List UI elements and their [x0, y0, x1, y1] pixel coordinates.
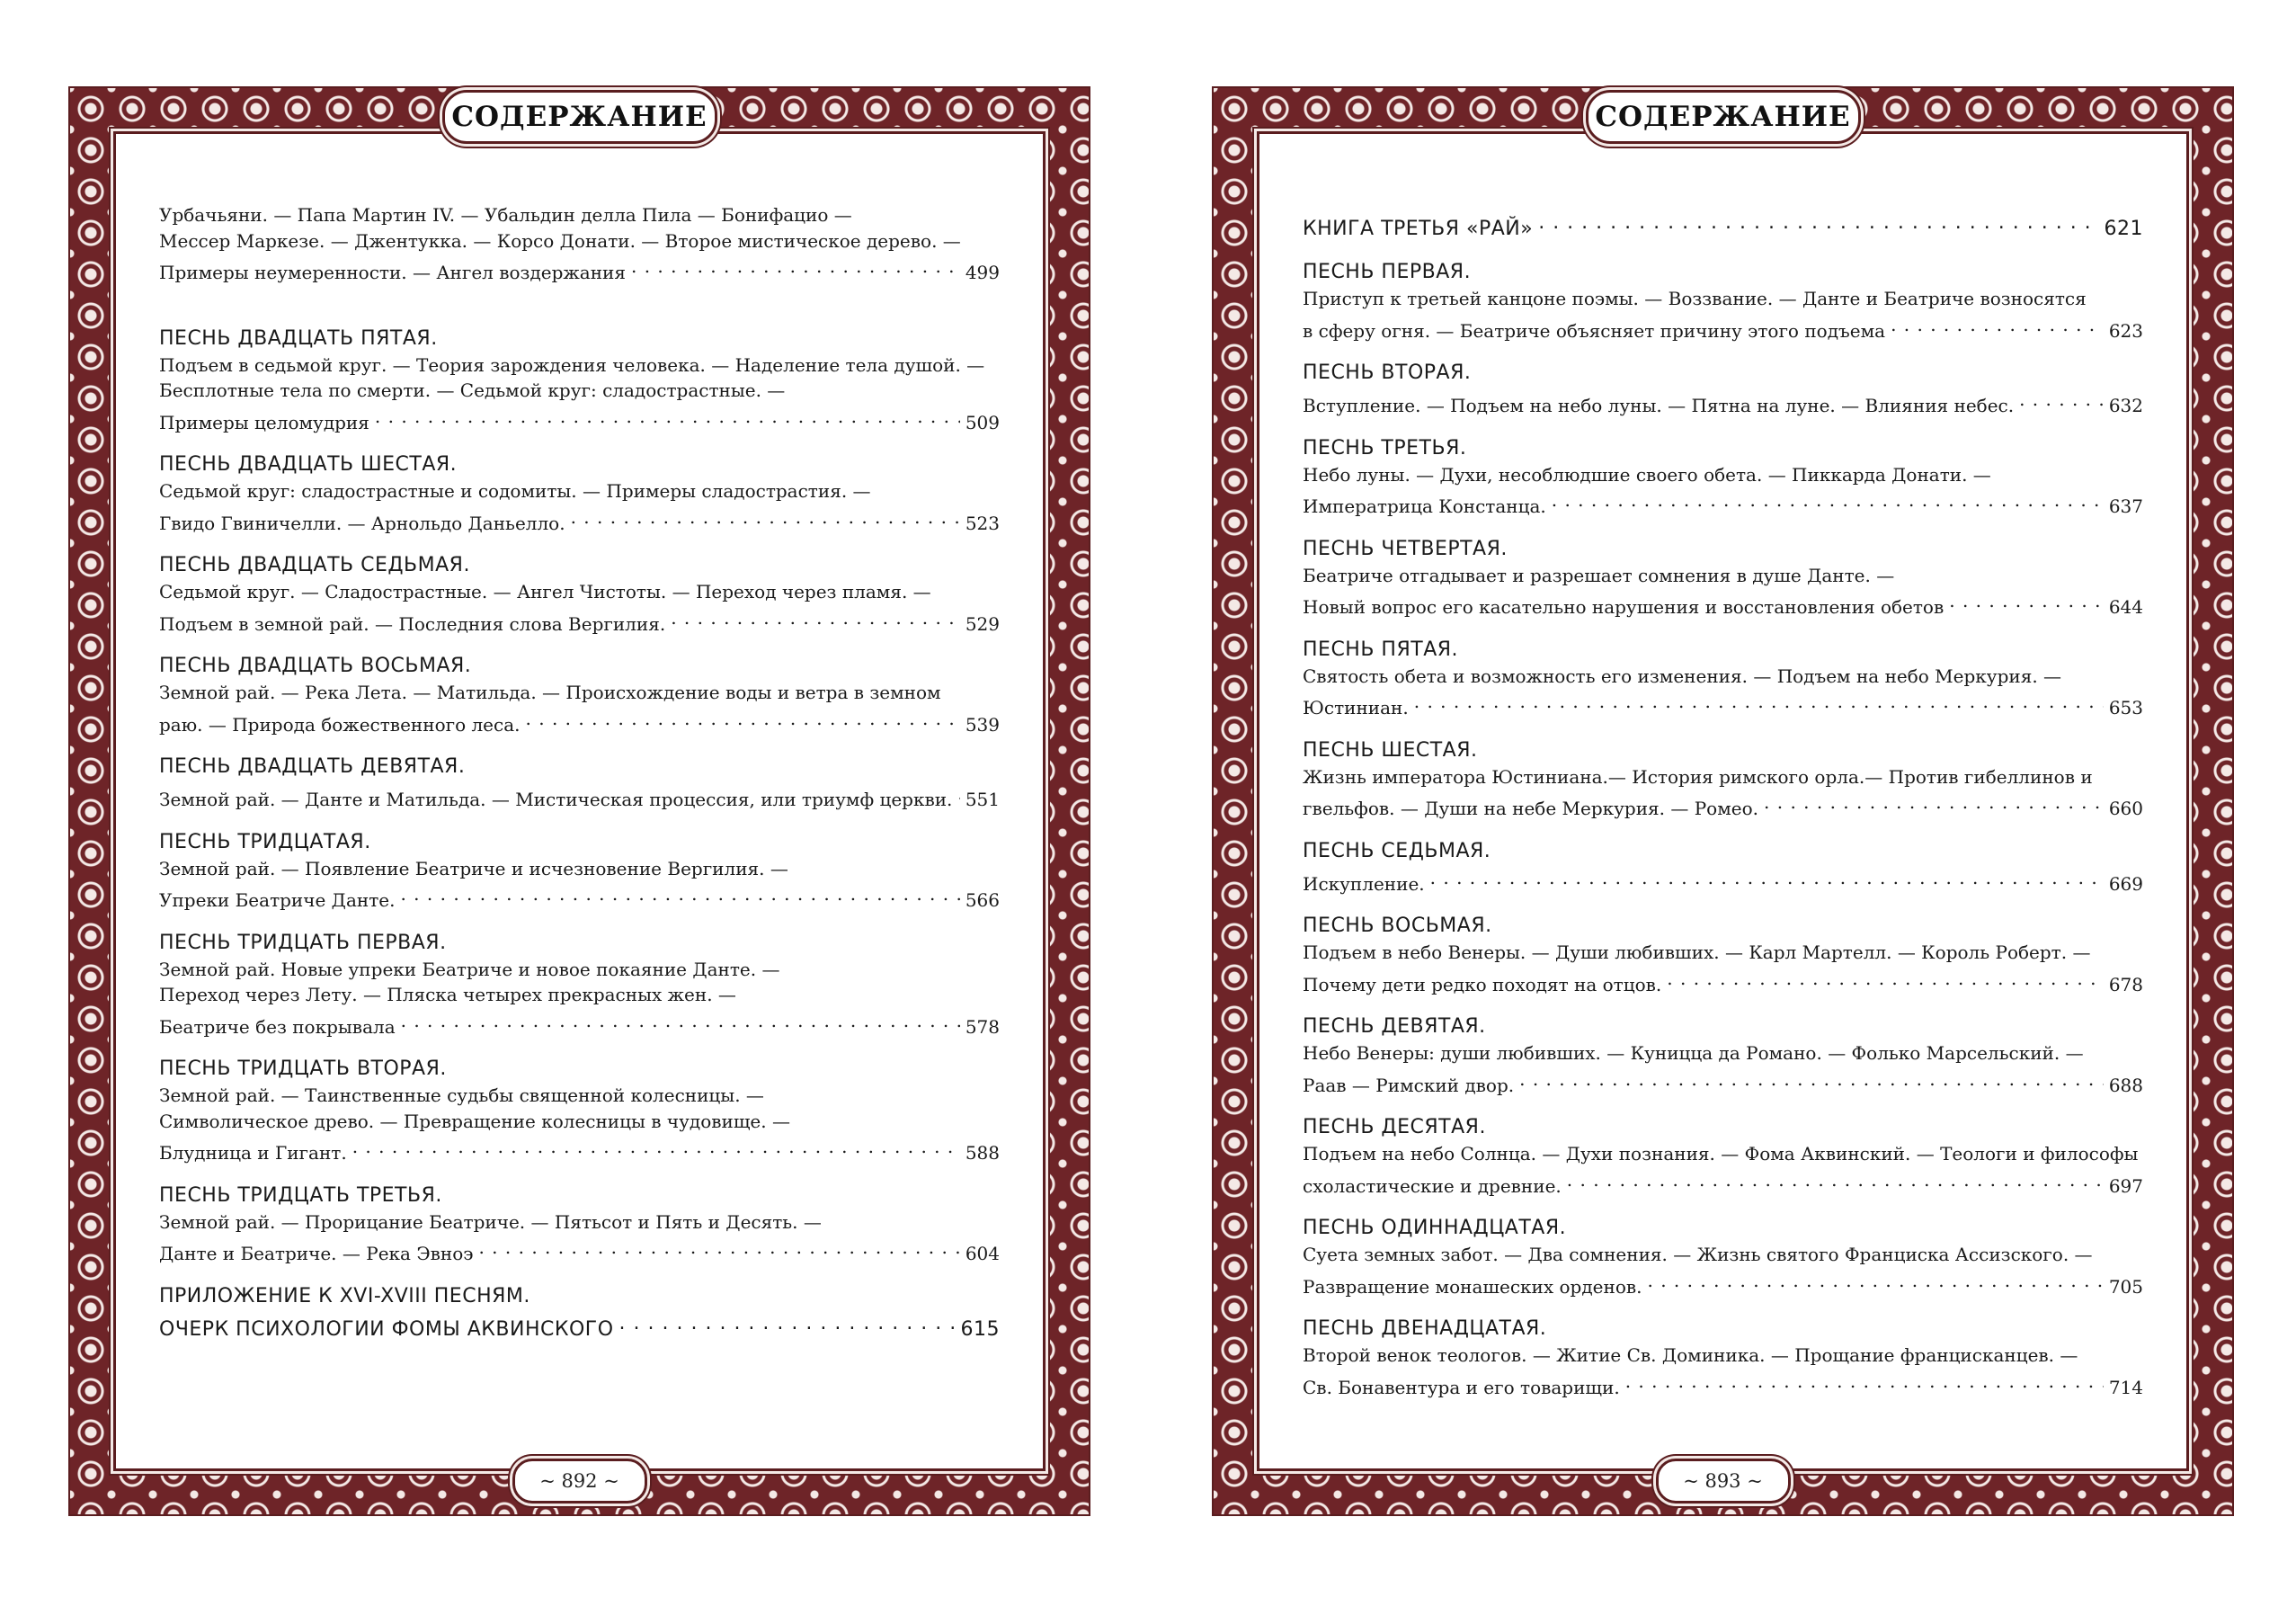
toc-section — [1303, 737, 2143, 822]
dot-leader — [1538, 210, 2098, 235]
toc-entry-text: в сферу огня. — Беатриче объясняет причину этого подъема — [1303, 319, 1886, 342]
toc-section — [159, 552, 1000, 637]
toc-section-heading: ПЕСНЬ ВТОРАЯ. — [1303, 361, 1472, 384]
toc-entry-text: Данте и Беатриче. — Река Эвноэ — [159, 1243, 474, 1264]
toc-entry-line: Земной рай. — Появление Беатриче и исчезновение Вергилия. — — [159, 857, 788, 879]
toc-entry-text: Беатриче без покрывала — [159, 1015, 396, 1038]
toc-entry-text: Раав — Римский двор. — [1303, 1074, 1515, 1096]
toc-section-heading: ПЕСНЬ ТРИДЦАТЬ ВТОРАЯ. — [159, 1057, 447, 1080]
toc-entry-text: Упреки Беатриче Данте. — [159, 889, 396, 911]
toc-entry-line: Приступ к третьей канцоне поэмы. — Воззвание. — Данте и Беатриче возносятся — [1303, 288, 2087, 309]
toc-section-heading: ПЕСНЬ ВОСЬМАЯ. — [1303, 915, 1492, 937]
toc-page-number: 697 — [2108, 1174, 2143, 1197]
toc-section-heading: ПЕСНЬ ТРИДЦАТЬ ПЕРВАЯ. — [159, 931, 447, 954]
toc-page-number: 529 — [965, 612, 1000, 635]
dot-leader — [1567, 1167, 2104, 1192]
toc-entry-last-line — [1303, 312, 2143, 344]
toc-entry-line: Урбачьяни. — Папа Мартин IV. — Убальдин делла Пила — Бонифацио — — [159, 204, 852, 226]
toc-section-heading: ПЕСНЬ ПЯТАЯ. — [1303, 638, 1459, 661]
dot-leader — [1891, 312, 2104, 337]
toc-entry-line: Земной рай. Новые упреки Беатриче и новое покаяние Данте. — — [159, 958, 780, 980]
toc-entry-text: Императрица Констанца. — [1303, 495, 1546, 517]
toc-page-number: 604 — [965, 1243, 1000, 1264]
toc-entry-text: Св. Бонавентура и его товарищи. — [1303, 1376, 1620, 1398]
toc-section-appendix — [159, 1283, 1000, 1343]
toc-section-heading: ПЕСНЬ ТРЕТЬЯ. — [1303, 436, 1467, 460]
dot-leader — [631, 254, 960, 279]
toc-entry-text: Развращение монашеских орденов. — [1303, 1275, 1642, 1298]
dot-leader — [400, 881, 959, 906]
toc-section — [1303, 1114, 2143, 1199]
dot-leader — [352, 1134, 960, 1159]
toc-section-heading: ПЕСНЬ ДВАДЦАТЬ ВОСЬМАЯ. — [159, 655, 472, 677]
toc-entry-line: Земной рай. — Таинственные судьбы священной колесницы. — — [159, 1084, 764, 1106]
toc-entry-last-line — [1303, 1167, 2143, 1200]
toc-section — [159, 829, 1000, 914]
toc-page-number: 632 — [2108, 395, 2143, 416]
right-page — [1212, 86, 2234, 1516]
toc-section-heading: ПЕСНЬ ДВАДЦАТЬ ДЕВЯТАЯ. — [159, 755, 466, 778]
dot-leader — [478, 1235, 959, 1260]
page-title: СОДЕРЖАНИЕ — [1586, 90, 1861, 144]
left-page-content-frame — [113, 131, 1046, 1471]
toc-entry-line: Земной рай. — Река Лета. — Матильда. — Происхождение воды и ветра в земном — [159, 682, 941, 703]
toc-page-number: 523 — [965, 512, 1000, 534]
dot-leader — [375, 404, 960, 429]
toc-entry-line: Символическое древо. — Превращение колесницы в чудовище. — — [159, 1110, 790, 1132]
toc-entry-last-line — [159, 404, 1000, 436]
toc-section-heading: ПЕСНЬ ТРИДЦАТЬ ТРЕТЬЯ. — [159, 1183, 442, 1207]
left-toc — [159, 202, 1000, 1360]
toc-entry-line: Небо Венеры: души любивших. — Куницца да Романо. — Фолько Марсельский. — — [1303, 1042, 2084, 1064]
toc-page-number: 621 — [2104, 218, 2143, 240]
toc-section — [159, 1182, 1000, 1267]
toc-entry-line: Переход через Лету. — Пляска четырех прекрасных жен. — — [159, 984, 736, 1005]
toc-entry-last-line — [159, 1310, 1000, 1343]
toc-entry-last-line — [1303, 387, 2143, 419]
toc-entry-text: гвельфов. — Души на небе Меркурия. — Ромео. — [1303, 798, 1759, 819]
toc-section — [1303, 1316, 2143, 1400]
toc-section-heading: ПЕСНЬ ДЕСЯТАЯ. — [1303, 1116, 1486, 1138]
toc-book-heading — [1303, 210, 2143, 243]
dot-leader — [1552, 487, 2104, 513]
toc-page-number: 644 — [2108, 596, 2143, 618]
dot-leader — [401, 1008, 960, 1033]
dot-leader — [2019, 387, 2104, 412]
page-title: СОДЕРЖАНИЕ — [442, 90, 717, 144]
toc-page-number: 660 — [2108, 798, 2143, 819]
dot-leader — [526, 706, 960, 731]
toc-entry-last-line — [1303, 689, 2143, 721]
toc-page-number: 566 — [965, 889, 1000, 911]
toc-entry-last-line — [159, 706, 1000, 738]
toc-page-number: 688 — [2108, 1074, 2143, 1096]
toc-page-number: 578 — [965, 1015, 1000, 1038]
toc-section — [159, 326, 1000, 436]
toc-entry-last-line — [1303, 966, 2143, 998]
toc-entry-text: Почему дети редко походят на отцов. — [1303, 973, 1662, 995]
toc-page-number: 669 — [2108, 872, 2143, 895]
toc-entry-last-line — [1303, 487, 2143, 520]
toc-entry-last-line — [1303, 588, 2143, 620]
toc-section-heading: ПЕСНЬ ДВАДЦАТЬ ШЕСТАЯ. — [159, 453, 458, 476]
right-page-content-frame — [1257, 131, 2189, 1471]
toc-entry-line: Седьмой круг: сладострастные и содомиты. — Примеры сладострастия. — — [159, 480, 871, 502]
toc-page-number: 499 — [965, 262, 1000, 283]
toc-section — [159, 1056, 1000, 1166]
dot-leader — [671, 605, 960, 630]
toc-section-heading: ПЕСНЬ ТРИДЦАТАЯ. — [159, 830, 371, 853]
toc-entry-line: Небо луны. — Духи, несоблюдшие своего обета. — Пиккарда Донати. — — [1303, 463, 1991, 486]
toc-section — [1303, 913, 2143, 997]
toc-section — [1303, 360, 2143, 419]
toc-section — [159, 653, 1000, 737]
toc-page-number: 509 — [965, 411, 1000, 433]
toc-appendix-heading: ПРИЛОЖЕНИЕ К XVI-XVIII ПЕСНЯМ. — [159, 1284, 530, 1307]
toc-entry-line: Земной рай. — Прорицание Беатриче. — Пятьсот и Пять и Десять. — — [159, 1210, 822, 1233]
toc-entry-line: Подъем в небо Венеры. — Души любивших. — Карл Мартелл. — Король Роберт. — — [1303, 941, 2091, 963]
toc-entry-text: Искупление. — [1303, 872, 1425, 895]
page-number: ~ 893 ~ — [1656, 1459, 1791, 1504]
toc-section-heading: ПЕСНЬ ДЕВЯТАЯ. — [1303, 1015, 1486, 1038]
toc-entry-last-line — [159, 1134, 1000, 1166]
page-number: ~ 892 ~ — [512, 1459, 647, 1504]
toc-page-number: 653 — [2108, 697, 2143, 718]
dot-leader — [619, 1310, 956, 1335]
toc-section-heading: ПЕСНЬ ДВАДЦАТЬ ПЯТАЯ. — [159, 326, 438, 350]
dot-leader — [1430, 865, 2104, 890]
toc-section — [1303, 838, 2143, 897]
dot-leader — [571, 504, 960, 530]
dot-leader — [1667, 966, 2104, 991]
toc-section-heading: ПЕСНЬ ЧЕТВЕРТАЯ. — [1303, 537, 1508, 560]
toc-entry-last-line — [159, 1235, 1000, 1267]
toc-section — [159, 754, 1000, 813]
toc-section — [1303, 1013, 2143, 1098]
toc-section — [1303, 259, 2143, 344]
toc-entry-last-line — [159, 781, 1000, 813]
toc-section — [1303, 637, 2143, 721]
toc-entry-last-line — [1303, 865, 2143, 897]
toc-section — [159, 202, 1000, 286]
toc-section-heading: ПЕСНЬ ДВЕНАДЦАТАЯ. — [1303, 1317, 1547, 1340]
toc-entry-last-line — [159, 881, 1000, 914]
toc-entry-line: Святость обета и возможность его изменения. — Подъем на небо Меркурия. — — [1303, 665, 2062, 687]
dot-leader — [1648, 1268, 2104, 1293]
toc-page-number: 705 — [2108, 1275, 2143, 1298]
toc-entry-text: Примеры неумеренности. — Ангел воздержания — [159, 262, 626, 283]
left-page — [68, 86, 1090, 1516]
toc-entry-text: Юстиниан. — [1303, 697, 1409, 718]
toc-entry-line: Второй венок теологов. — Житие Св. Доминика. — Прощание францисканцев. — — [1303, 1344, 2078, 1366]
toc-section — [1303, 536, 2143, 620]
toc-section — [159, 451, 1000, 536]
toc-entry-last-line — [159, 1008, 1000, 1040]
toc-page-number: 551 — [965, 789, 1000, 810]
toc-entry-text: Гвидо Гвиничелли. — Арнольдо Даньелло. — [159, 512, 565, 534]
toc-section-heading: ПЕСНЬ ДВАДЦАТЬ СЕДЬМАЯ. — [159, 554, 470, 576]
toc-page-number: 588 — [965, 1142, 1000, 1164]
toc-entry-last-line — [1303, 1066, 2143, 1099]
toc-entry-text: Вступление. — Подъем на небо луны. — Пятна на луне. — Влияния небес. — [1303, 395, 2015, 416]
toc-entry-line: Жизнь императора Юстиниана.— История римского орла.— Против гибеллинов и — [1303, 765, 2093, 788]
toc-entry-line: Бесплотные тела по смерти. — Седьмой круг: сладострастные. — — [159, 379, 786, 401]
toc-entry-text: Примеры целомудрия — [159, 411, 369, 433]
toc-page-number: 623 — [2108, 319, 2143, 342]
toc-entry-line: Подъем в седьмой круг. — Теория зарождения человека. — Наделение тела душой. — — [159, 353, 985, 376]
toc-section-heading: ПЕСНЬ ПЕРВАЯ. — [1303, 261, 1472, 283]
toc-section-heading: ПЕСНЬ СЕДЬМАЯ. — [1303, 839, 1491, 862]
toc-page-number: 615 — [960, 1317, 1000, 1341]
toc-entry-last-line — [1303, 210, 2143, 243]
toc-page-number: 637 — [2108, 495, 2143, 517]
toc-entry-last-line — [159, 605, 1000, 638]
dot-leader — [1414, 689, 2104, 714]
toc-entry-line: Седьмой круг. — Сладострастные. — Ангел Чистоты. — Переход через пламя. — — [159, 581, 931, 602]
toc-entry-line: Подъем на небо Солнца. — Духи познания. — Фома Аквинский. — Теологи и философы — [1303, 1143, 2139, 1164]
toc-section — [1303, 1215, 2143, 1299]
toc-entry-text: ОЧЕРК ПСИХОЛОГИИ ФОМЫ АКВИНСКОГО — [159, 1317, 614, 1341]
dot-leader — [957, 781, 959, 806]
toc-section — [159, 930, 1000, 1040]
toc-entry-line: Мессер Маркезе. — Джентукка. — Корсо Донати. — Второе мистическое дерево. — — [159, 229, 961, 252]
toc-page-number: 539 — [965, 713, 1000, 736]
dot-leader — [1625, 1369, 2104, 1394]
toc-entry-last-line — [1303, 1268, 2143, 1300]
toc-entry-text: раю. — Природа божественного леса. — [159, 713, 521, 736]
toc-entry-last-line — [159, 254, 1000, 286]
right-toc — [1303, 210, 2143, 1416]
toc-page-number: 714 — [2108, 1376, 2143, 1398]
toc-section-heading: ПЕСНЬ ШЕСТАЯ. — [1303, 738, 1478, 762]
toc-entry-text: Земной рай. — Данте и Матильда. — Мистическая процессия, или триумф церкви. — [159, 789, 953, 810]
dot-leader — [1949, 588, 2104, 613]
toc-entry-line: Беатриче отгадывает и разрешает сомнения в душе Данте. — — [1303, 564, 1895, 586]
toc-entry-text: схоластические и древние. — [1303, 1174, 1562, 1197]
toc-entry-last-line — [1303, 790, 2143, 822]
dot-leader — [1764, 790, 2104, 815]
toc-entry-text: Блудница и Гигант. — [159, 1142, 347, 1164]
toc-entry-line: Суета земных забот. — Два сомнения. — Жизнь святого Франциска Ассизского. — — [1303, 1244, 2093, 1265]
dot-leader — [1519, 1066, 2104, 1092]
toc-section-heading: ПЕСНЬ ОДИННАДЦАТАЯ. — [1303, 1217, 1567, 1239]
toc-entry-text: Подъем в земной рай. — Последния слова Вергилия. — [159, 612, 666, 635]
toc-page-number: 678 — [2108, 973, 2143, 995]
toc-entry-last-line — [1303, 1369, 2143, 1401]
toc-entry-text: КНИГА ТРЕТЬЯ «РАЙ» — [1303, 218, 1534, 240]
toc-entry-text: Новый вопрос его касательно нарушения и восстановления обетов — [1303, 596, 1944, 618]
toc-section — [1303, 435, 2143, 520]
toc-entry-last-line — [159, 504, 1000, 537]
